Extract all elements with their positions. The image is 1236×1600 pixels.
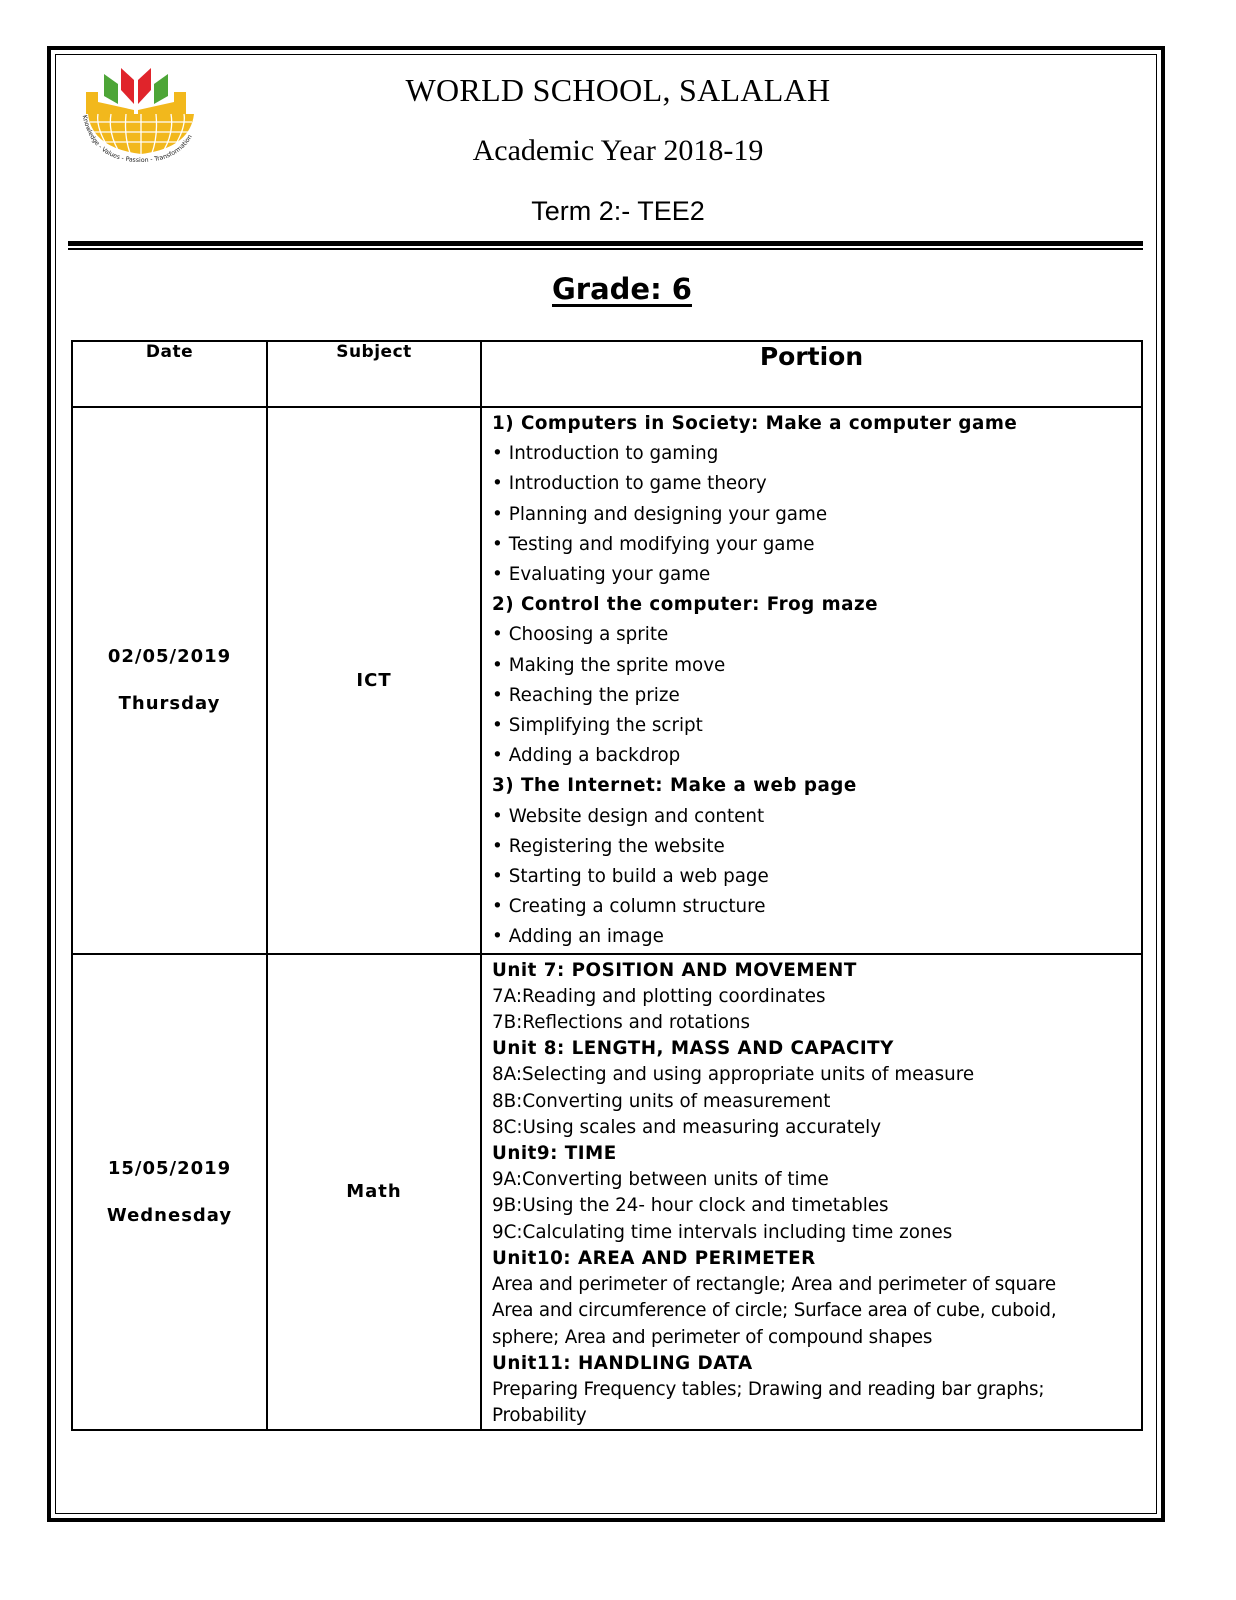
column-header-subject: Subject — [267, 341, 481, 407]
portion-item: Area and perimeter of rectangle; Area and perimeter of square — [492, 1274, 1056, 1296]
portion-item: Area and circumference of circle; Surface area of cube, cuboid, — [492, 1300, 1057, 1322]
portion-item: • Adding an image — [492, 922, 1141, 952]
portion-item: 9A:Converting between units of time — [492, 1169, 829, 1191]
portion-item: • Making the sprite move — [492, 651, 1141, 681]
subject-cell: ICT — [267, 407, 481, 954]
date-cell — [72, 954, 267, 1431]
portion-section: 1) Computers in Society: Make a computer game — [492, 413, 1018, 434]
portion-item: • Planning and designing your game — [492, 500, 1141, 530]
exam-day: Thursday — [118, 693, 221, 715]
portion-item: • Creating a column structure — [492, 892, 1141, 922]
portion-item: 9C:Calculating time intervals including time zones — [492, 1221, 953, 1243]
portion-cell — [481, 407, 1142, 954]
table-row — [72, 954, 1142, 1431]
portion-item: • Registering the website — [492, 832, 1141, 862]
exam-date: 02/05/2019 — [107, 646, 232, 668]
svg-text:Knowledge - Values - Passion -: Knowledge - Values - Passion - Transformation — [80, 114, 194, 164]
column-header-date: Date — [72, 341, 267, 407]
portion-item: • Testing and modifying your game — [492, 530, 1141, 560]
portion-item: 8A:Selecting and using appropriate units of measure — [492, 1064, 975, 1086]
portion-cell — [481, 954, 1142, 1431]
subject-cell: Math — [267, 954, 481, 1431]
portion-item: sphere; Area and perimeter of compound shapes — [492, 1326, 933, 1348]
portion-section: 3) The Internet: Make a web page — [492, 775, 857, 797]
portion-item: • Website design and content — [492, 802, 1141, 832]
portion-list — [492, 409, 1141, 953]
portion-section: Unit 8: LENGTH, MASS AND CAPACITY — [492, 1038, 894, 1060]
portion-item: • Choosing a sprite — [492, 620, 1141, 650]
date-cell — [72, 407, 267, 954]
portion-item: 8B:Converting units of measurement — [492, 1090, 831, 1112]
academic-year: Academic Year 2018-19 — [472, 134, 764, 167]
portion-item: • Reaching the prize — [492, 681, 1141, 711]
portion-item: • Adding a backdrop — [492, 741, 1141, 771]
term-title: Term 2:- TEE2 — [531, 196, 705, 226]
portion-section: Unit10: AREA AND PERIMETER — [492, 1247, 816, 1269]
portion-section: Unit9: TIME — [492, 1143, 617, 1165]
portion-item: • Evaluating your game — [492, 560, 1141, 590]
portion-list — [492, 956, 1141, 1430]
grade-title: Grade: 6 — [552, 272, 692, 306]
portion-item: 7A:Reading and plotting coordinates — [492, 985, 826, 1007]
portion-item: Probability — [492, 1405, 587, 1427]
portion-item: • Introduction to game theory — [492, 469, 1141, 499]
portion-item: • Introduction to gaming — [492, 439, 1141, 469]
portion-section: Unit11: HANDLING DATA — [492, 1352, 753, 1374]
header-divider-thick — [68, 241, 1143, 246]
header-divider-thin — [68, 248, 1143, 250]
table-row — [72, 407, 1142, 954]
exam-date: 15/05/2019 — [107, 1157, 232, 1179]
portion-item: Preparing Frequency tables; Drawing and reading bar graphs; — [492, 1378, 1045, 1400]
table-header-row — [72, 341, 1142, 407]
portion-section: 2) Control the computer: Frog maze — [492, 594, 879, 616]
column-header-portion: Portion — [481, 341, 1142, 407]
school-name: WORLD SCHOOL, SALALAH — [405, 72, 831, 108]
portion-item: 9B:Using the 24- hour clock and timetables — [492, 1195, 889, 1217]
portion-item: • Starting to build a web page — [492, 862, 1141, 892]
portion-item: 7B:Reflections and rotations — [492, 1012, 751, 1034]
exam-schedule-table — [71, 340, 1143, 1431]
portion-section: Unit 7: POSITION AND MOVEMENT — [492, 959, 857, 981]
portion-item: • Simplifying the script — [492, 711, 1141, 741]
portion-item: 8C:Using scales and measuring accurately — [492, 1116, 882, 1138]
exam-day: Wednesday — [106, 1204, 233, 1226]
